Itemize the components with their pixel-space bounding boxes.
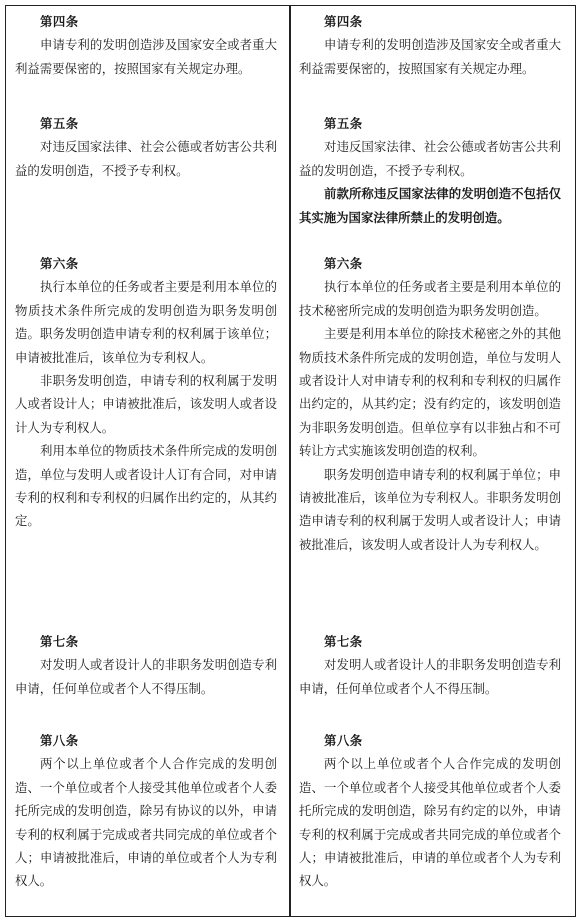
article-paragraph: 两个以上单位或者个人合作完成的发明创造、一个单位或者个人接受其他单位或者个人委托所完成的发明创造，除另有约定的以外，申请专利的权利属于完成或者共同完成的单位或者个人；申请被批准后，申请的单位或者个人为专利权人。	[299, 756, 561, 889]
article-paragraph: 对违反国家法律、社会公德或者妨害公共利益的发明创造，不授予专利权。	[299, 139, 561, 178]
article-paragraph: 主要是利用本单位的除技术秘密之外的其他物质技术条件所完成的发明创造，单位与发明人或者设计人对申请专利的权利和专利权的归属作出约定的，从其约定；没有约定的，该发明创造为非职务发明创造。但单位享有以非独占和不可转让方式实施该发明创造的权利。	[299, 326, 561, 459]
article-title: 第六条	[40, 256, 79, 271]
article-title: 第四条	[40, 14, 79, 29]
article-title: 第八条	[324, 733, 363, 748]
article-paragraph: 两个以上单位或者个人合作完成的发明创造、一个单位或者个人接受其他单位或者个人委托所完成的发明创造，除另有协议的以外，申请专利的权利属于完成或者共同完成的单位或者个人；申请被批准后，申请的单位或者个人为专利权人。	[15, 756, 277, 889]
article-title: 第五条	[324, 116, 363, 131]
article-paragraph: 职务发明创造申请专利的权利属于单位；申请被批准后，该单位为专利权人。非职务发明创造申请专利的权利属于发明人或者设计人；申请被批准后，该发明人或者设计人为专利权人。	[299, 466, 561, 552]
article-title: 第五条	[40, 116, 79, 131]
right-article-7	[299, 630, 561, 700]
article-title: 第七条	[324, 634, 363, 649]
article-paragraph: 非职务发明创造，申请专利的权利属于发明人或者设计人；申请被批准后，该发明人或者设计人为专利权人。	[15, 373, 277, 435]
article-paragraph: 执行本单位的任务或者主要是利用本单位的技术秘密所完成的发明创造为职务发明创造。	[299, 279, 561, 318]
article-paragraph: 对发明人或者设计人的非职务发明创造专利申请，任何单位或者个人不得压制。	[299, 657, 561, 696]
article-title: 第六条	[324, 256, 363, 271]
left-article-7	[15, 630, 277, 700]
article-title: 第七条	[40, 634, 79, 649]
right-article-4	[299, 10, 561, 80]
right-article-6	[299, 252, 561, 556]
article-paragraph: 利用本单位的物质技术条件所完成的发明创造，单位与发明人或者设计人订有合同，对申请专利的权利和专利权的归属作出约定的，从其约定。	[15, 443, 277, 529]
left-article-6	[15, 252, 277, 533]
article-paragraph: 执行本单位的任务或者主要是利用本单位的物质技术条件所完成的发明创造为职务发明创造。职务发明创造申请专利的权利属于该单位；申请被批准后，该单位为专利权人。	[15, 279, 277, 365]
article-paragraph: 对发明人或者设计人的非职务发明创造专利申请，任何单位或者个人不得压制。	[15, 657, 277, 696]
left-article-4	[15, 10, 277, 80]
column-divider	[289, 5, 291, 917]
article-title: 第八条	[40, 733, 79, 748]
article-paragraph: 申请专利的发明创造涉及国家安全或者重大利益需要保密的，按照国家有关规定办理。	[299, 37, 561, 76]
article-paragraph-amended: 前款所称违反国家法律的发明创造不包括仅其实施为国家法律所禁止的发明创造。	[299, 186, 561, 225]
right-article-8	[299, 729, 561, 893]
article-paragraph: 申请专利的发明创造涉及国家安全或者重大利益需要保密的，按照国家有关规定办理。	[15, 37, 277, 76]
left-article-5	[15, 112, 277, 182]
right-article-5	[299, 112, 561, 229]
article-paragraph: 对违反国家法律、社会公德或者妨害公共利益的发明创造，不授予专利权。	[15, 139, 277, 178]
left-article-8	[15, 729, 277, 893]
article-title: 第四条	[324, 14, 363, 29]
